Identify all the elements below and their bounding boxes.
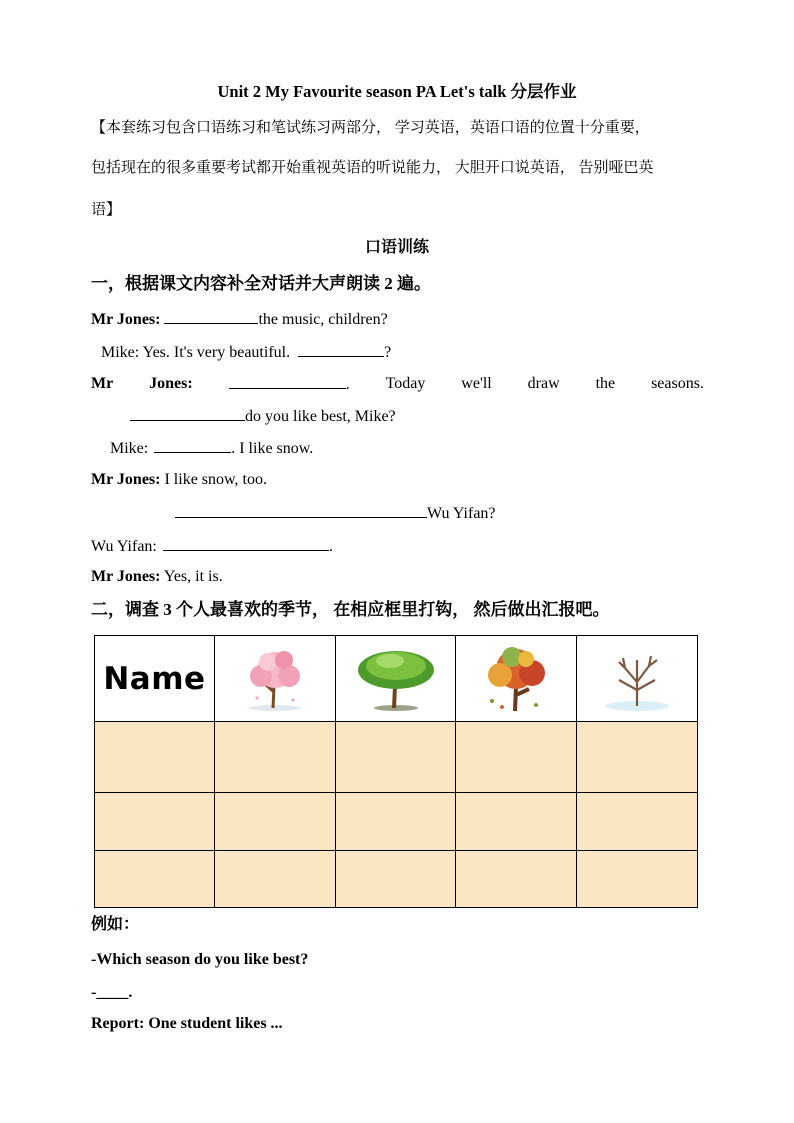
speaker-label: Mr Jones: <box>91 311 161 328</box>
summer-check-cell[interactable] <box>335 851 456 908</box>
example-question: -Which season do you like best? <box>91 951 309 968</box>
dialogue-text: the music, children? <box>258 311 388 328</box>
dialogue-text: seasons. <box>651 375 704 392</box>
answer-blank[interactable] <box>298 342 384 357</box>
dialogue-text: Today <box>385 375 426 392</box>
dialogue-text: Wu Yifan: <box>91 538 157 555</box>
summer-tree-icon <box>354 646 438 712</box>
winter-tree-icon <box>595 646 679 712</box>
report-line: Report: One student likes ... <box>91 1015 283 1032</box>
section-heading: 口语训练 <box>364 239 429 256</box>
answer-blank[interactable] <box>130 406 245 421</box>
autumn-column-header <box>456 636 577 722</box>
dialogue-text: . <box>328 538 333 555</box>
name-header: Name <box>95 636 215 722</box>
winter-check-cell[interactable] <box>577 793 698 851</box>
dialogue-text: . I like snow. <box>231 440 314 457</box>
question-1-heading: 一，根据课文内容补全对话并大声朗读 2 遍。 <box>91 274 431 293</box>
dialogue-text: Yes, it is. <box>163 568 223 585</box>
survey-table <box>94 635 698 908</box>
speaker-label: Mr <box>91 375 114 392</box>
dialogue-text: ? <box>384 344 392 361</box>
example-label: 例如： <box>91 916 140 933</box>
autumn-tree-icon <box>474 645 558 713</box>
dialogue-line-5 <box>110 438 704 459</box>
answer-blank[interactable] <box>229 374 346 389</box>
winter-column-header <box>577 636 698 722</box>
winter-check-cell[interactable] <box>577 851 698 908</box>
page-title: Unit 2 My Favourite season PA Let's talk 分层作业 <box>217 82 577 101</box>
answer-blank[interactable] <box>163 536 329 551</box>
dialogue-text: Mike: <box>110 440 149 457</box>
name-cell[interactable] <box>95 793 215 851</box>
table-row <box>95 851 698 908</box>
summer-column-header <box>335 636 456 722</box>
answer-blank[interactable] <box>175 503 427 518</box>
answer-blank[interactable] <box>164 309 258 324</box>
autumn-check-cell[interactable] <box>456 793 577 851</box>
summer-check-cell[interactable] <box>335 793 456 851</box>
answer-blank[interactable] <box>154 438 231 453</box>
autumn-check-cell[interactable] <box>456 851 577 908</box>
dialogue-text: Mike: Yes. It's very beautiful. <box>101 344 291 361</box>
dialogue-text: I like snow, too. <box>164 471 267 488</box>
dialogue-line-7 <box>175 503 704 524</box>
dialogue-text: Wu Yifan? <box>427 505 496 522</box>
spring-check-cell[interactable] <box>214 793 335 851</box>
spring-column-header <box>214 636 335 722</box>
intro-line-1: 【本套练习包含口语练习和笔试练习两部分， 学习英语，英语口语的位置十分重要， <box>91 120 650 136</box>
dialogue-text: we'll <box>461 375 492 392</box>
autumn-check-cell[interactable] <box>456 722 577 793</box>
dialogue-line-8 <box>91 536 704 557</box>
speaker-label: Mr Jones: <box>91 471 161 488</box>
speaker-label: Jones: <box>149 375 193 392</box>
dialogue-text: do you like best, Mike? <box>245 408 396 425</box>
dialogue-line-3 <box>91 374 704 395</box>
dialogue-text: . <box>345 376 350 393</box>
table-row <box>95 722 698 793</box>
spring-check-cell[interactable] <box>214 722 335 793</box>
dialogue-line-9 <box>91 567 704 587</box>
dialogue-line-2 <box>101 342 704 363</box>
name-cell[interactable] <box>95 851 215 908</box>
example-answer: -____. <box>91 984 133 1001</box>
spring-check-cell[interactable] <box>214 851 335 908</box>
spring-tree-icon <box>235 646 315 712</box>
summer-check-cell[interactable] <box>335 722 456 793</box>
dialogue-text: the <box>595 375 616 392</box>
table-row <box>95 793 698 851</box>
question-2-heading: 二，调查 3 个人最喜欢的季节， 在相应框里打钩， 然后做出汇报吧。 <box>91 600 610 619</box>
intro-line-2: 包括现在的很多重要考试都开始重视英语的听说能力， 大胆开口说英语， 告别哑巴英 <box>91 160 654 176</box>
dialogue-text: draw <box>527 375 560 392</box>
intro-line-3: 语】 <box>91 202 122 218</box>
dialogue-line-1 <box>91 309 704 330</box>
winter-check-cell[interactable] <box>577 722 698 793</box>
name-cell[interactable] <box>95 722 215 793</box>
dialogue-line-6 <box>91 470 704 490</box>
dialogue-line-4 <box>130 406 704 427</box>
table-header-row <box>95 636 698 722</box>
speaker-label: Mr Jones: <box>91 568 161 585</box>
